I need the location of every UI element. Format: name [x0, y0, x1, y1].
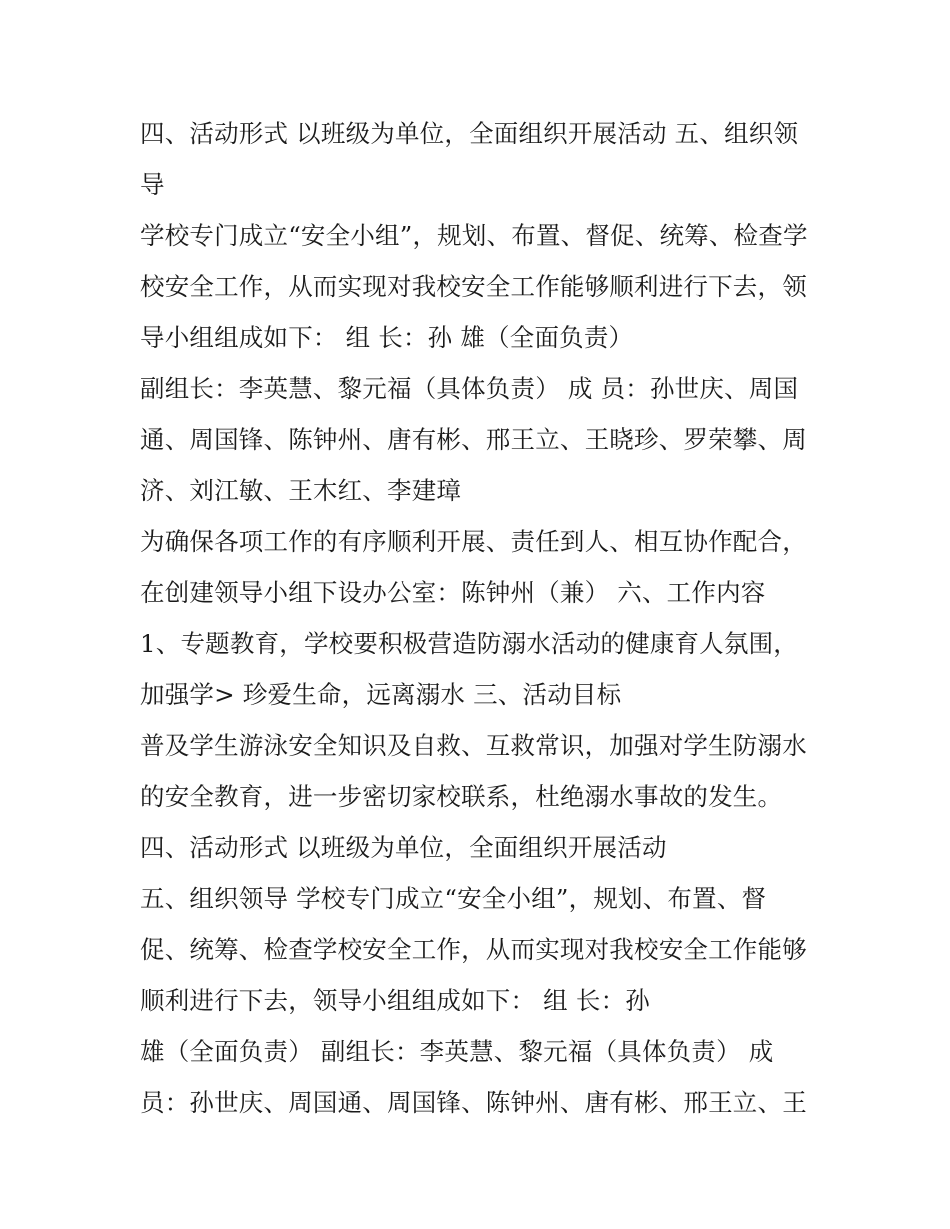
text-line: 副组长：李英慧、黎元福（具体负责） 成 员：孙世庆、周国: [140, 374, 799, 403]
text-line: 四、活动形式 以班级为单位，全面组织开展活动: [140, 833, 667, 862]
text-line: 五、组织领导 学校专门成立“安全小组”，规划、布置、督: [140, 884, 767, 913]
text-line: 导: [140, 170, 165, 199]
text-line: 四、活动形式 以班级为单位，全面组织开展活动 五、组织领: [140, 119, 799, 148]
text-line: 顺利进行下去，领导小组组成如下： 组 长：孙: [140, 986, 650, 1015]
text-line: 促、统筹、检查学校安全工作，从而实现对我校安全工作能够: [140, 935, 807, 964]
text-line: 1、专题教育，学校要积极营造防溺水活动的健康育人氛围，: [140, 629, 798, 658]
text-line: 学校专门成立“安全小组”，规划、布置、督促、统筹、检查学: [140, 221, 808, 250]
text-line: 济、刘江敏、王木红、李建璋: [140, 476, 462, 505]
text-line: 的安全教育，进一步密切家校联系，杜绝溺水事故的发生。: [140, 782, 783, 811]
text-line: 导小组组成如下： 组 长：孙 雄（全面负责）: [140, 323, 634, 352]
text-line: 在创建领导小组下设办公室：陈钟州（兼） 六、工作内容: [140, 578, 766, 607]
text-line: 校安全工作，从而实现对我校安全工作能够顺利进行下去，领: [140, 272, 807, 301]
text-line: 为确保各项工作的有序顺利开展、责任到人、相互协作配合，: [140, 527, 807, 556]
text-line: 雄（全面负责） 副组长：李英慧、黎元福（具体负责） 成: [140, 1037, 774, 1066]
document-body: [140, 108, 830, 1128]
text-line: 普及学生游泳安全知识及自救、互救常识，加强对学生防溺水: [140, 731, 807, 760]
text-line: 加强学> 珍爱生命，远离溺水 三、活动目标: [140, 680, 622, 709]
text-line: 通、周国锋、陈钟州、唐有彬、邢王立、王晓珍、罗荣攀、周: [140, 425, 807, 454]
text-line: 员：孙世庆、周国通、周国锋、陈钟州、唐有彬、邢王立、王: [140, 1088, 807, 1117]
